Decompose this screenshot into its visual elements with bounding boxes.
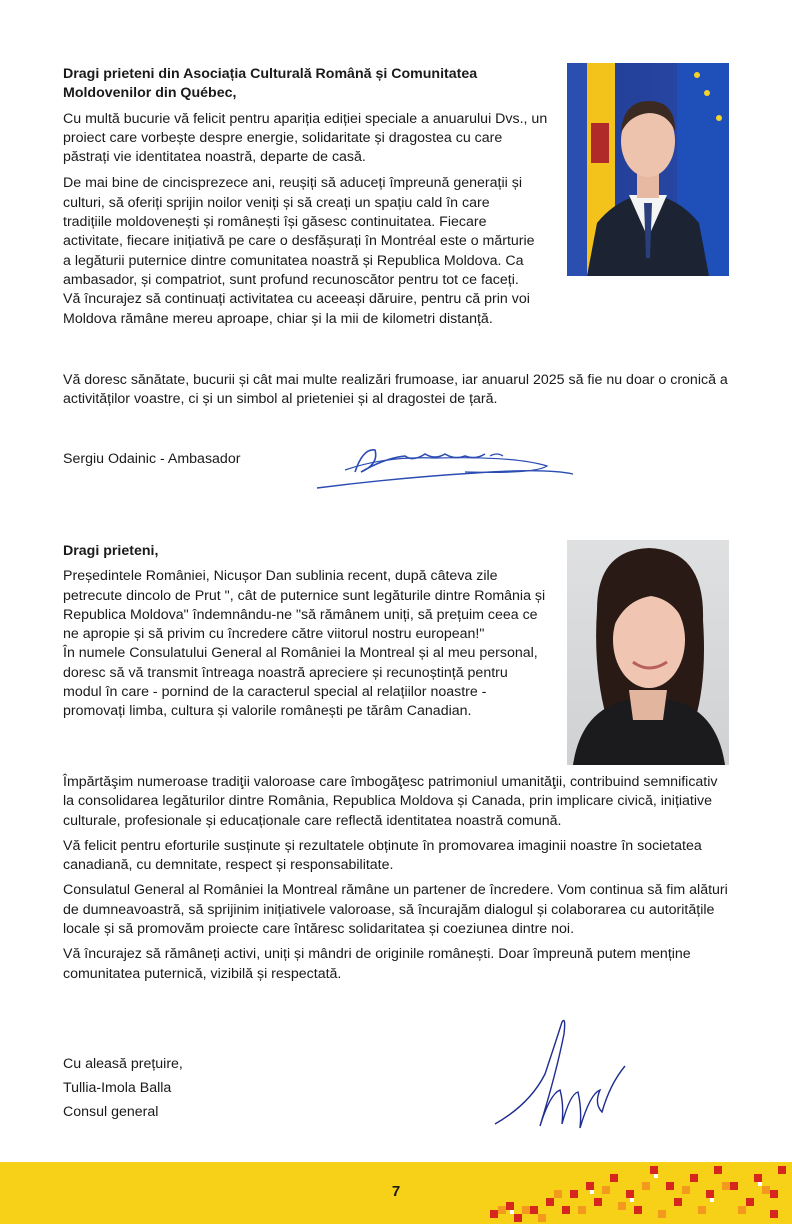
closing-line: Cu aleasă prețuire,: [63, 1056, 183, 1072]
consul-signature: [490, 1014, 635, 1138]
ambassador-photo: [567, 63, 729, 276]
page-number: 7: [391, 1183, 401, 1200]
letter1-paragraph: Vă doresc sănătate, bucurii și cât mai multe realizări frumoase, iar anuarul 2025 să fie nu doar o cronică a activităților voastre, ci și un simbol al prieteniei și al dragostei de țară.: [63, 372, 728, 408]
letter2-paragraph: Împărtăşim numeroase tradiţii valoroase care îmbogăţesc patrimoniul umanităţii, contribuind semnificativ la consolidarea legăturilor dintre România, Republica Moldova și Canada, prin implicare civică, inițiative culturale, profesionale și educaționale care reflectă identitatea noastră comună.: [63, 774, 718, 829]
consul-photo: [567, 540, 729, 765]
letter2-text-full: [63, 773, 731, 990]
signer-title: Consul general: [63, 1104, 159, 1120]
ambassador-portrait: [567, 63, 729, 276]
letter2-paragraph: Președintele României, Nicușor Dan sublinia recent, după câteva zile petrecute dincolo de Prut ", cât de puternice sunt legăturile dintre România și Republica Moldova" îndemnându-ne "să rămânem uniți, să prețuim ceea ce ne apropie și să privim cu încredere către viitorul nostru european!": [63, 568, 546, 643]
consul-portrait: [567, 540, 729, 765]
letter2-paragraph: Consulatul General al României la Montreal rămâne un partener de încredere. Vom continua să fim alături de dumneavoastră, să sprijinim inițiativele valoroase, să încurajăm dialogul și colaborarea cu autoritățile locale și să promovăm proiecte care întăresc solidaritatea și coeziunea dintre noi.: [63, 882, 728, 938]
letter2-text: [63, 542, 553, 722]
letter1-paragraph: De mai bine de cincisprezece ani, reușiți să aduceți împreună generații și culturi, să oferiți sprijin noilor veniți și să creați un spațiu cald în care tradițiile moldovenești și românești își găsesc continuitatea. Fiecare activitate, fiecare inițiativă pe care o desfășurați în Montréal este o mărturie a legăturii puternice dintre comunitatea noastră și Republica Moldova. Ca ambasador, și compatriot, sunt profund recunoscător pentru tot ce faceți. Vă încurajez să continuați activitatea cu aceeași dăruire, pentru că prin voi Moldova rămâne mereu aproape, chiar și la mii de kilometri distanță.: [63, 175, 535, 327]
letter2-paragraph: Vă felicit pentru eforturile susținute și rezultatele obținute în promovarea imaginii noastre în societatea canadiană, cu demnitate, respect și responsabilitate.: [63, 837, 702, 874]
letter1-heading: Dragi prieteni din Asociația Culturală Română și Comunitatea Moldovenilor din Québec,: [63, 66, 478, 102]
ambassador-signature: [315, 438, 580, 496]
letter1-paragraph: Cu multă bucurie vă felicit pentru apariția ediției speciale a anuarului Dvs., un proiect care vorbește despre energie, solidaritate și dragostea cu care păstrați vie identitatea noastră, departe de casă.: [63, 110, 548, 166]
letter1-text-full: [63, 371, 731, 417]
signer-name: Tullia-Imola Balla: [63, 1080, 172, 1096]
letter2-heading: Dragi prieteni,: [63, 543, 159, 559]
letter2-paragraph: În numele Consulatului General al României la Montreal și al meu personal, doresc să vă transmit întreaga noastră apreciere și recunoștință pentru modul în care - pornind de la caracterul special al relațiilor noastre - promovați limba, cultura și valorile românești pe tărâm Canadian.: [63, 645, 538, 720]
letter2-closing: [63, 1052, 183, 1124]
letter2-paragraph: Vă încurajez să rămâneți activi, uniți și mândri de originile românești. Doar împreună putem menține comunitatea puternică, vizibilă și respectată.: [63, 946, 691, 982]
letter1-signature-name: Sergiu Odainic - Ambasador: [63, 451, 241, 467]
